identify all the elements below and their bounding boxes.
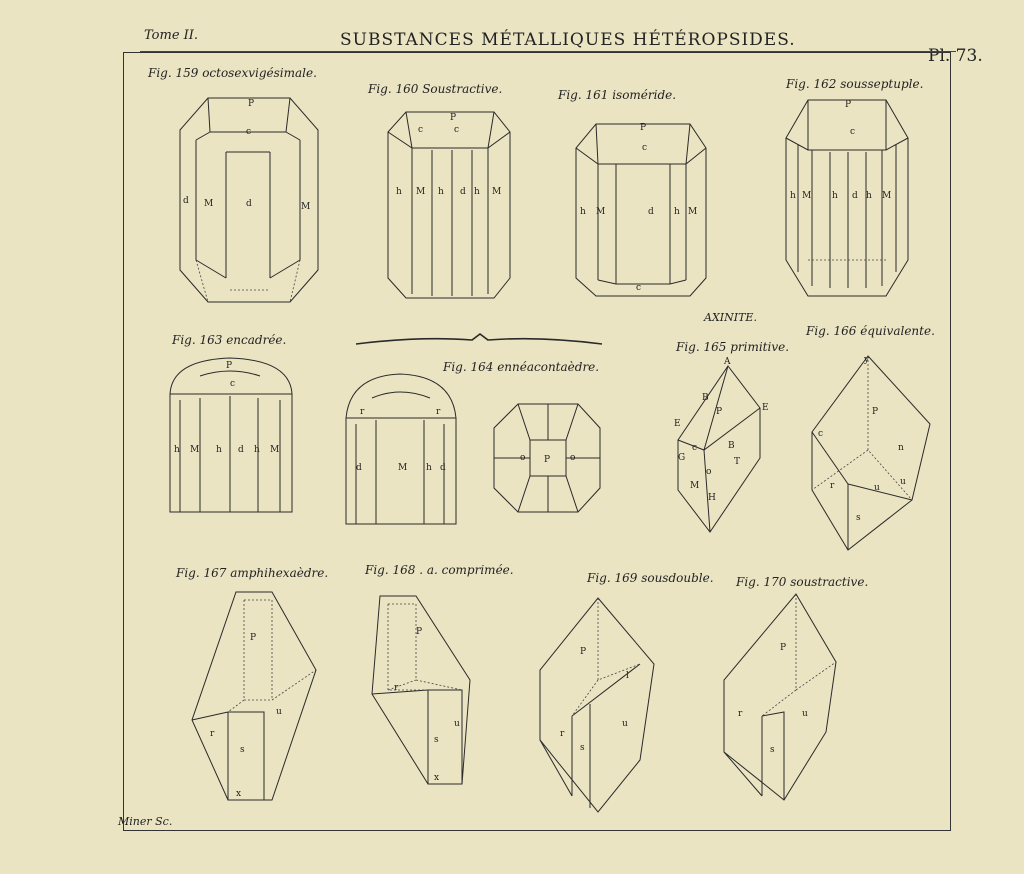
face-label-s: s xyxy=(770,745,775,755)
face-label-s: s xyxy=(580,743,585,753)
face-label-d: d xyxy=(238,445,244,455)
caption-fig-163: Fig. 163 encadrée. xyxy=(172,333,287,347)
face-label-m: M xyxy=(690,481,700,491)
face-label-m: M xyxy=(688,207,698,217)
face-label-h: h xyxy=(174,445,180,455)
face-label-u: u xyxy=(454,719,460,729)
caption-fig-170: Fig. 170 soustractive. xyxy=(736,575,869,589)
face-label-h: h xyxy=(674,207,680,217)
face-label-p: P xyxy=(248,99,255,109)
face-label-a: A xyxy=(724,357,731,367)
face-label-c: c xyxy=(818,429,824,439)
caption-fig-160: Fig. 160 Soustractive. xyxy=(368,82,503,96)
face-label-u: u xyxy=(874,483,880,493)
face-label-l: l xyxy=(626,671,629,681)
face-label-g: G xyxy=(678,453,686,463)
face-label-m: M xyxy=(596,207,606,217)
face-label-o: o xyxy=(520,453,526,463)
tome-label: Tome II. xyxy=(144,28,199,43)
face-label-m: M xyxy=(398,463,408,473)
face-label-r: r xyxy=(210,729,215,739)
face-label-s: s xyxy=(434,735,439,745)
face-label-r: r xyxy=(830,481,835,491)
caption-fig-162: Fig. 162 sousseptuple. xyxy=(786,77,924,91)
face-label-d: d xyxy=(440,463,446,473)
face-label-p: P xyxy=(226,361,233,371)
face-label-u: u xyxy=(900,477,906,487)
face-label-c: c xyxy=(454,125,460,135)
face-label-u: u xyxy=(802,709,808,719)
face-label-t: T xyxy=(734,457,741,467)
face-label-r: r xyxy=(360,407,365,417)
face-label-d: d xyxy=(852,191,858,201)
face-label-p: P xyxy=(580,647,587,657)
face-label-c: c xyxy=(230,379,236,389)
caption-fig-167: Fig. 167 amphihexaèdre. xyxy=(176,566,329,580)
caption-fig-159: Fig. 159 octosexvigésimale. xyxy=(148,66,317,80)
face-label-c: c xyxy=(642,143,648,153)
face-label-h: h xyxy=(254,445,260,455)
caption-fig-169: Fig. 169 sousdouble. xyxy=(587,571,714,585)
face-label-o: o xyxy=(570,453,576,463)
face-label-c: c xyxy=(246,127,252,137)
crystal-fig-167 xyxy=(192,592,316,800)
face-label-p: P xyxy=(416,627,423,637)
face-label-d: d xyxy=(648,207,654,217)
caption-fig-165: Fig. 165 primitive. xyxy=(676,340,790,354)
crystal-fig-168 xyxy=(372,596,470,784)
axinite-section-label: AXINITE. xyxy=(704,311,757,324)
face-label-h: h xyxy=(426,463,432,473)
face-label-m: M xyxy=(882,191,892,201)
face-label-m: M xyxy=(270,445,280,455)
caption-fig-164: Fig. 164 ennéacontaèdre. xyxy=(443,360,600,374)
face-label-r: r xyxy=(436,407,441,417)
face-label-p: P xyxy=(716,407,723,417)
face-label-m: M xyxy=(301,202,311,212)
face-label-h: h xyxy=(866,191,872,201)
face-label-u: u xyxy=(276,707,282,717)
crystal-fig-169 xyxy=(540,598,654,812)
face-label-h: h xyxy=(580,207,586,217)
caption-fig-168: Fig. 168 . a. comprimée. xyxy=(365,563,514,577)
face-label-h: h xyxy=(216,445,222,455)
face-label-h: h xyxy=(832,191,838,201)
face-label-m: M xyxy=(416,187,426,197)
face-label-y: y xyxy=(864,355,870,365)
crystal-fig-170 xyxy=(724,594,836,800)
caption-fig-161: Fig. 161 isoméride. xyxy=(558,88,677,102)
face-label-p: P xyxy=(250,633,257,643)
caption-fig-166: Fig. 166 équivalente. xyxy=(806,324,935,338)
plate-number: Pl. 73. xyxy=(928,46,983,66)
face-label-h-cap: H xyxy=(708,493,716,503)
face-label-e: E xyxy=(762,403,769,413)
face-label-m: M xyxy=(802,191,812,201)
face-label-c: c xyxy=(850,127,856,137)
face-label-s: s xyxy=(240,745,245,755)
face-label-d: d xyxy=(183,196,189,206)
crystal-fig-166 xyxy=(812,355,930,550)
face-label-c: c xyxy=(692,443,698,453)
face-label-m: M xyxy=(190,445,200,455)
face-label-c: c xyxy=(418,125,424,135)
crystal-fig-160 xyxy=(388,112,510,298)
face-label-x: x xyxy=(434,773,440,783)
face-label-h: h xyxy=(396,187,402,197)
face-label-d: d xyxy=(460,187,466,197)
decorative-brace xyxy=(356,334,602,344)
face-label-b: B xyxy=(728,441,735,451)
face-label-s: s xyxy=(856,513,861,523)
face-label-r: r xyxy=(560,729,565,739)
crystal-fig-164b xyxy=(494,404,600,512)
face-label-m: M xyxy=(492,187,502,197)
face-label-c: c xyxy=(636,283,642,293)
face-label-e: E xyxy=(674,419,681,429)
face-label-p: P xyxy=(872,407,879,417)
face-label-n: n xyxy=(898,443,904,453)
crystal-fig-165 xyxy=(674,357,769,532)
face-label-p: P xyxy=(640,123,647,133)
face-label-b: B xyxy=(702,393,709,403)
crystal-fig-163 xyxy=(170,358,292,512)
face-label-x: x xyxy=(236,789,242,799)
face-label-h: h xyxy=(474,187,480,197)
face-label-d: d xyxy=(356,463,362,473)
engraver-signature: Miner Sc. xyxy=(118,815,173,828)
face-label-p: P xyxy=(450,113,457,123)
crystal-fig-162 xyxy=(786,100,908,296)
face-label-p: P xyxy=(544,455,551,465)
face-label-h: h xyxy=(790,191,796,201)
face-label-u: u xyxy=(622,719,628,729)
crystal-fig-159 xyxy=(180,98,318,302)
face-label-p: P xyxy=(780,643,787,653)
face-label-m: M xyxy=(204,199,214,209)
face-label-r: r xyxy=(394,683,399,693)
face-label-p: P xyxy=(845,100,852,110)
crystal-fig-164a xyxy=(346,374,456,524)
face-label-h: h xyxy=(438,187,444,197)
face-label-d: d xyxy=(246,199,252,209)
crystal-fig-161 xyxy=(576,123,706,296)
plate-title: SUBSTANCES MÉTALLIQUES HÉTÉROPSIDES. xyxy=(340,30,796,50)
face-label-r: r xyxy=(738,709,743,719)
face-label-o: o xyxy=(706,467,712,477)
